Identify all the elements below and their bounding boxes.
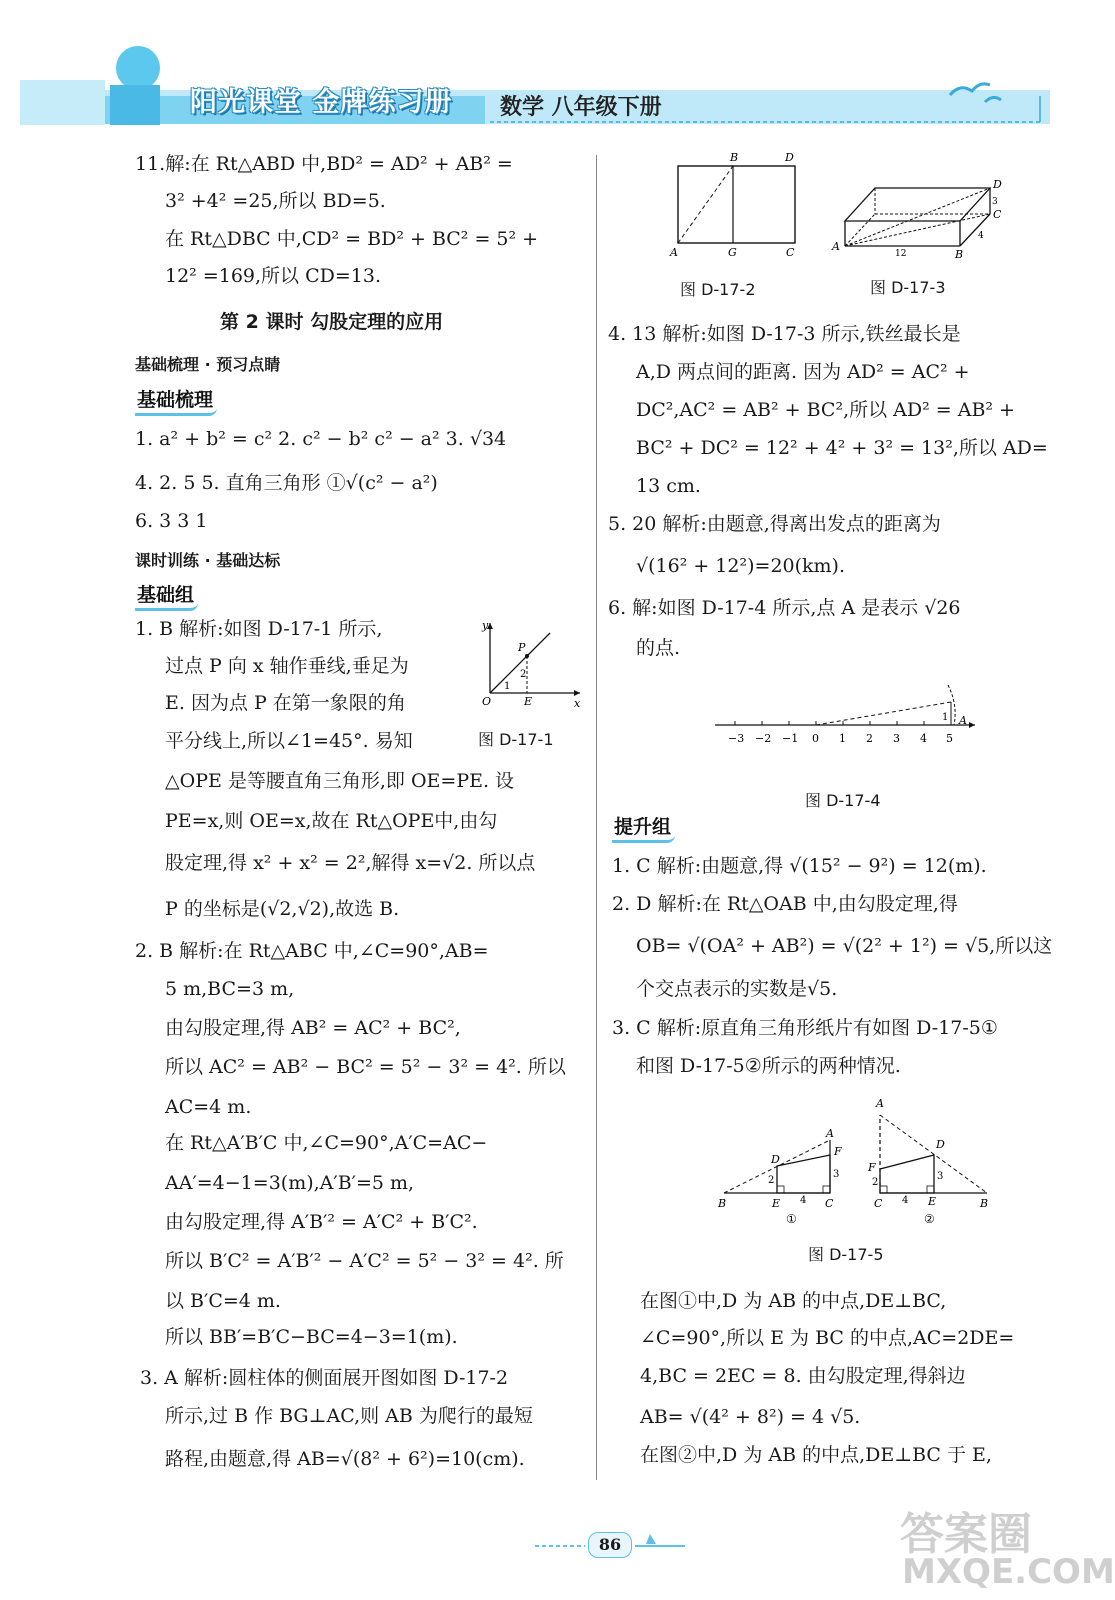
section-dark-1: 基础梳理 · 预习点睛 — [135, 355, 281, 374]
q1-line4: 平分线上,所以∠1=45°. 易知 — [165, 730, 413, 752]
svg-text:2: 2 — [768, 1175, 775, 1186]
q2-line8: 由勾股定理,得 A′B′² = A′C² + B′C². — [165, 1211, 478, 1233]
q2-line9: 所以 B′C² = A′B′² − A′C² = 5² − 3² = 4². 所 — [165, 1250, 564, 1272]
q3-line3: 路程,由题意,得 AB=√(8² + 6²)=10(cm). — [165, 1448, 525, 1470]
figure-d-17-5-caption: 图 D-17-5 — [808, 1245, 884, 1264]
watermark-logo: 答案圈 — [900, 1509, 1032, 1560]
svg-text:A: A — [832, 240, 840, 253]
q2-line6: 在 Rt△A′B′C 中,∠C=90°,A′C=AC− — [165, 1132, 488, 1154]
svg-text:1: 1 — [942, 712, 949, 723]
q6-line2: 的点. — [636, 637, 681, 659]
svg-text:A: A — [876, 1097, 884, 1110]
svg-text:F: F — [868, 1161, 876, 1174]
lesson-title: 第 2 课时 勾股定理的应用 — [220, 311, 444, 333]
svg-text:C: C — [825, 1197, 834, 1210]
svg-text:4: 4 — [920, 732, 927, 745]
svg-text:4: 4 — [800, 1195, 807, 1206]
svg-text:E: E — [524, 695, 533, 708]
q11-line4: 12² =169,所以 CD=13. — [165, 265, 382, 287]
svg-text:3: 3 — [937, 1171, 944, 1182]
q1-line6: PE=x,则 OE=x,故在 Rt△OPE中,由勾 — [165, 810, 498, 832]
svg-text:A: A — [670, 246, 678, 259]
page-number: 86 — [588, 1532, 632, 1558]
svg-text:−1: −1 — [782, 732, 799, 745]
q6-line1: 6. 解:如图 D-17-4 所示,点 A 是表示 √26 — [608, 597, 961, 619]
answer-line-2: 4. 2. 5 5. 直角三角形 ①√(c² − a²) — [135, 472, 438, 494]
t2-line3: 个交点表示的实数是√5. — [636, 978, 838, 1000]
q4-line4: BC² + DC² = 12² + 4² + 3² = 13²,所以 AD= — [636, 437, 1048, 459]
t2-line1: 2. D 解析:在 Rt△OAB 中,由勾股定理,得 — [612, 893, 958, 915]
figure-d-17-1 — [470, 615, 585, 710]
svg-text:0: 0 — [812, 732, 819, 745]
svg-text:E: E — [928, 1195, 937, 1208]
t3-line2: 和图 D-17-5②所示的两种情况. — [636, 1055, 901, 1077]
svg-text:−2: −2 — [755, 732, 772, 745]
figure-d-17-2 — [668, 148, 808, 263]
q3-line1: 3. A 解析:圆柱体的侧面展开图如图 D-17-2 — [140, 1367, 509, 1389]
svg-text:A: A — [959, 714, 967, 727]
q2-line5: AC=4 m. — [165, 1096, 252, 1118]
q1-line3: E. 因为点 P 在第一象限的角 — [165, 692, 406, 714]
svg-text:C: C — [993, 208, 1002, 221]
q4-line5: 13 cm. — [636, 475, 701, 497]
header-banner — [0, 30, 1091, 140]
svg-text:B: B — [980, 1197, 989, 1210]
q1-line5: △OPE 是等腰直角三角形,即 OE=PE. 设 — [165, 770, 515, 792]
q2-line4: 所以 AC² = AB² − BC² = 5² − 3² = 4². 所以 — [165, 1056, 566, 1078]
svg-text:5: 5 — [946, 732, 953, 745]
q1-line1: 1. B 解析:如图 D-17-1 所示, — [135, 618, 383, 640]
q1-line7: 股定理,得 x² + x² = 2²,解得 x=√2. 所以点 — [165, 852, 536, 874]
q2-line11: 所以 BB′=B′C−BC=4−3=1(m). — [165, 1326, 458, 1348]
svg-text:3: 3 — [833, 1169, 840, 1180]
svg-text:2: 2 — [872, 1177, 879, 1188]
figure-d-17-5 — [712, 1095, 1002, 1230]
section-blue-1: 基础梳理 — [135, 385, 217, 416]
q2-line3: 由勾股定理,得 AB² = AC² + BC², — [165, 1017, 461, 1039]
q5-line1: 5. 20 解析:由题意,得离出发点的距离为 — [608, 513, 941, 535]
svg-text:1: 1 — [504, 681, 511, 692]
svg-text:D: D — [771, 1153, 780, 1166]
svg-text:C: C — [874, 1197, 883, 1210]
t3b-line4: AB= √(4² + 8²) = 4 √5. — [640, 1406, 861, 1428]
brand-title: 阳光课堂 金牌练习册 — [190, 87, 453, 118]
t3b-line1: 在图①中,D 为 AB 的中点,DE⊥BC, — [640, 1290, 947, 1312]
q11-line3: 在 Rt△DBC 中,CD² = BD² + BC² = 5² + — [165, 228, 539, 250]
svg-text:②: ② — [924, 1212, 935, 1226]
figure-d-17-4 — [710, 680, 980, 750]
svg-text:2: 2 — [866, 732, 873, 745]
t2-line2: OB= √(OA² + AB²) = √(2² + 1²) = √5,所以这 — [636, 935, 1053, 957]
t1-line: 1. C 解析:由题意,得 √(15² − 9²) = 12(m). — [612, 855, 987, 877]
answer-line-1: 1. a² + b² = c² 2. c² − b² c² − a² 3. √34 — [135, 428, 507, 450]
q4-line1: 4. 13 解析:如图 D-17-3 所示,铁丝最长是 — [608, 323, 961, 345]
answer-line-3: 6. 3 3 1 — [135, 510, 208, 532]
q1-line2: 过点 P 向 x 轴作垂线,垂足为 — [165, 655, 409, 677]
svg-text:E: E — [772, 1197, 781, 1210]
svg-text:D: D — [936, 1138, 945, 1151]
svg-text:O: O — [482, 695, 492, 708]
svg-text:−3: −3 — [728, 732, 745, 745]
figure-d-17-4-caption: 图 D-17-4 — [805, 791, 881, 810]
svg-text:G: G — [728, 246, 737, 259]
section-blue-2: 基础组 — [135, 580, 198, 611]
svg-text:12: 12 — [895, 249, 907, 259]
figure-d-17-3 — [830, 176, 1010, 261]
t3b-line2: ∠C=90°,所以 E 为 BC 的中点,AC=2DE= — [640, 1327, 1015, 1349]
subject-title: 数学 八年级下册 — [500, 95, 662, 120]
svg-text:3: 3 — [992, 197, 998, 207]
q1-line8: P 的坐标是(√2,√2),故选 B. — [165, 898, 400, 920]
svg-text:F: F — [834, 1145, 842, 1158]
t3-line1: 3. C 解析:原直角三角形纸片有如图 D-17-5① — [612, 1017, 998, 1039]
t3b-line3: 4,BC = 2EC = 8. 由勾股定理,得斜边 — [640, 1365, 966, 1387]
svg-text:B: B — [955, 248, 964, 261]
svg-text:D: D — [785, 151, 794, 164]
figure-d-17-2-caption: 图 D-17-2 — [680, 280, 756, 299]
svg-text:4: 4 — [978, 231, 984, 241]
section-blue-3: 提升组 — [612, 812, 675, 843]
q5-line2: √(16² + 12²)=20(km). — [636, 555, 846, 577]
svg-text:P: P — [518, 641, 526, 654]
svg-text:2: 2 — [520, 669, 527, 680]
q2-line7: AA′=4−1=3(m),A′B′=5 m, — [165, 1172, 415, 1194]
svg-text:①: ① — [786, 1212, 797, 1226]
svg-text:1: 1 — [839, 732, 846, 745]
svg-text:4: 4 — [902, 1195, 909, 1206]
figure-d-17-3-caption: 图 D-17-3 — [870, 278, 946, 297]
watermark-url: MXQE.COM — [902, 1552, 1115, 1592]
t3b-line5: 在图②中,D 为 AB 的中点,DE⊥BC 于 E, — [640, 1444, 992, 1466]
q11-line1: 11.解:在 Rt△ABD 中,BD² = AD² + AB² = — [135, 153, 513, 175]
svg-text:B: B — [730, 151, 739, 164]
svg-text:A: A — [826, 1127, 834, 1140]
svg-text:C: C — [786, 246, 795, 259]
q2-line10: 以 B′C=4 m. — [165, 1290, 281, 1312]
q4-line3: DC²,AC² = AB² + BC²,所以 AD² = AB² + — [636, 399, 1015, 421]
svg-text:y: y — [482, 619, 489, 632]
q11-line2: 3² +4² =25,所以 BD=5. — [165, 190, 386, 212]
svg-text:B: B — [718, 1197, 727, 1210]
q2-line2: 5 m,BC=3 m, — [165, 978, 295, 1000]
q4-line2: A,D 两点间的距离. 因为 AD² = AC² + — [636, 361, 970, 383]
figure-d-17-1-caption: 图 D-17-1 — [478, 730, 554, 749]
q3-line2: 所示,过 B 作 BG⊥AC,则 AB 为爬行的最短 — [165, 1405, 533, 1427]
svg-text:D: D — [993, 178, 1002, 191]
q2-line1: 2. B 解析:在 Rt△ABC 中,∠C=90°,AB= — [135, 940, 489, 962]
svg-text:x: x — [574, 697, 581, 710]
column-divider — [596, 155, 597, 1480]
section-dark-2: 课时训练 · 基础达标 — [135, 551, 281, 570]
svg-text:3: 3 — [893, 732, 900, 745]
